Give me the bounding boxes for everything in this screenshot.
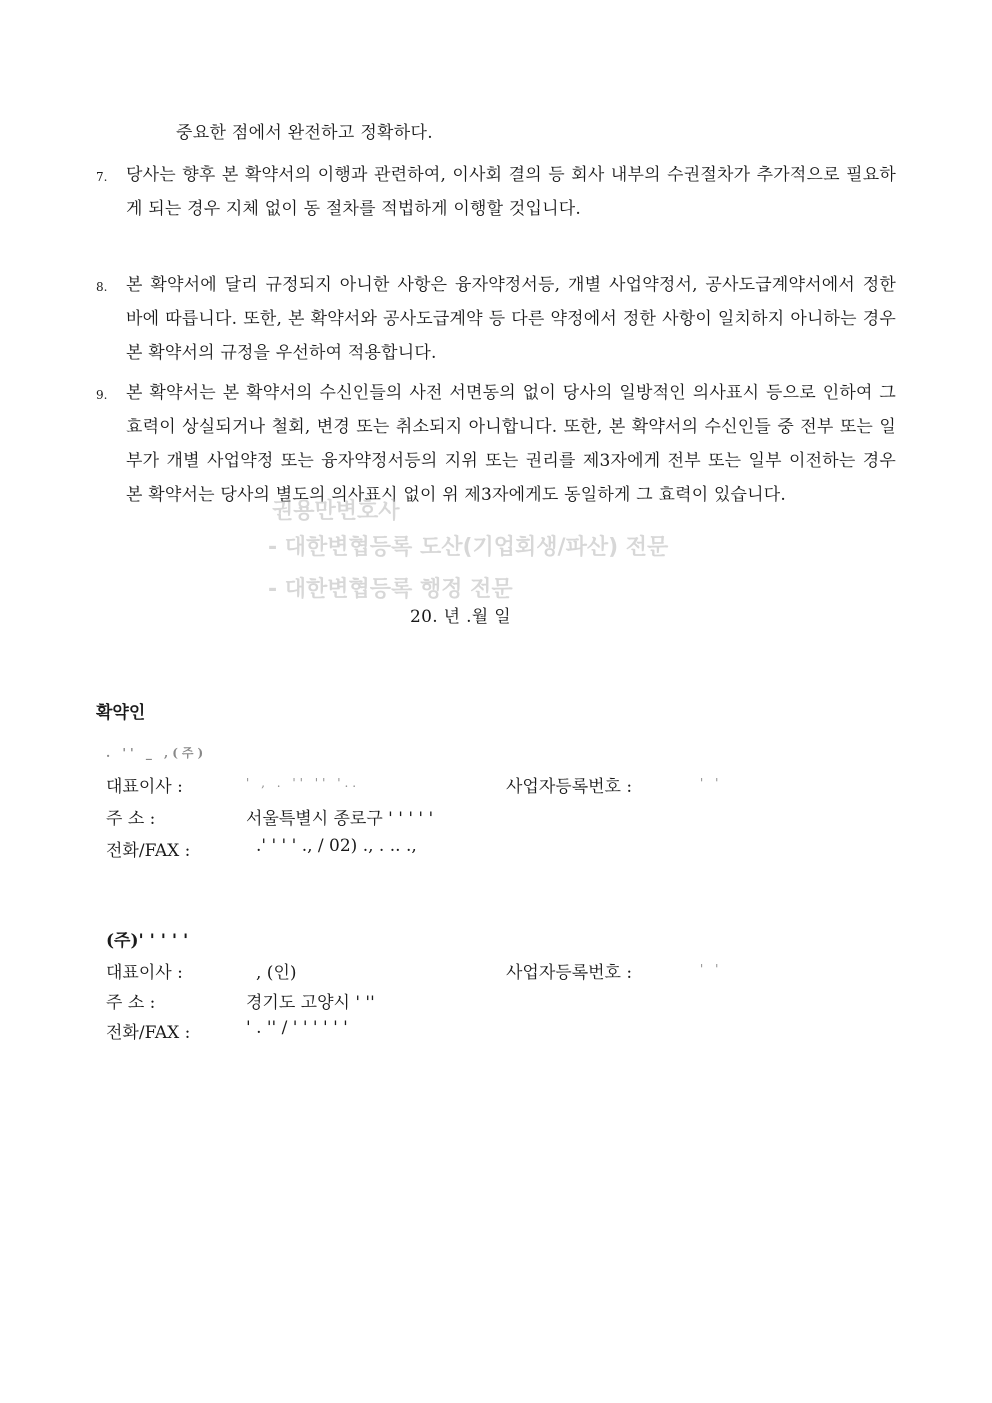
signatories-heading: 확약인 xyxy=(96,703,146,723)
reg-value: ' ' xyxy=(700,776,723,790)
clause-number: 7. xyxy=(96,170,108,184)
continuation-line: 중요한 점에서 완전하고 정확하다. xyxy=(176,123,433,143)
reg-value: ' ' xyxy=(700,962,723,976)
rep-value: ' , . '' '' '.. xyxy=(246,776,361,790)
clause-number: 8. xyxy=(96,280,108,294)
rep-label: 대표이사 : xyxy=(106,963,183,983)
tel-label: 전화/FAX : xyxy=(106,841,191,861)
tel-value: ' . '' / ' ' ' ' ' ' xyxy=(246,1018,348,1038)
tel-label: 전화/FAX : xyxy=(106,1023,191,1043)
date-line: 20. 년 .월 일 xyxy=(410,607,511,627)
clause-text: 본 확약서는 본 확약서의 수신인들의 사전 서면동의 없이 당사의 일방적인 의사표시 등으로 인하여 그 효력이 상실되거나 철회, 변경 또는 취소되지 아니합니다. 또한, 본 확약서의 수신인들 중 전부 또는 일부가 개별 사업약정 또는 융자약정서등의 지위 또는 권리를 제3자에게 전부 또는 일부 이전하는 경우 본 확약서는 당사의 별도의 의사표시 없이 위 제3자에게도 동일하게 그 효력이 있습니다. xyxy=(126,383,896,505)
reg-label: 사업자등록번호 : xyxy=(506,963,633,983)
watermark-line: - 대한변협등록 행정 전문 xyxy=(268,577,513,602)
rep-label: 대표이사 : xyxy=(106,777,183,797)
watermark-line: - 대한변협등록 도산(기업회생/파산) 전문 xyxy=(268,535,669,560)
address-label: 주 소 : xyxy=(106,993,156,1013)
reg-label: 사업자등록번호 : xyxy=(506,777,633,797)
address-label: 주 소 : xyxy=(106,809,156,829)
company-name: (주)' ' ' ' ' xyxy=(106,931,189,951)
watermark-line: 권용만변호사 xyxy=(272,499,400,524)
address-value: 서울특별시 종로구 ' ' ' ' ' xyxy=(246,809,434,829)
rep-value: , (인) xyxy=(256,963,297,983)
clause-number: 9. xyxy=(96,388,108,402)
tel-value: .' ' ' ' ., / 02) ., . .. ., xyxy=(256,836,417,856)
address-value: 경기도 고양시 ' '' xyxy=(246,993,375,1013)
clause-text: 본 확약서에 달리 규정되지 아니한 사항은 융자약정서등, 개별 사업약정서, 공사도급계약서에서 정한 바에 따릅니다. 또한, 본 확약서와 공사도급계약 등 다른 약정에서 정한 사항이 일치하지 아니하는 경우 본 확약서의 규정을 우선하여 적용합니다. xyxy=(126,275,896,363)
company-name: . '' _ ,(주) xyxy=(106,746,208,760)
clause-text: 당사는 향후 본 확약서의 이행과 관련하여, 이사회 결의 등 회사 내부의 수권절차가 추가적으로 필요하게 되는 경우 지체 없이 동 절차를 적법하게 이행할 것입니다. xyxy=(126,165,896,219)
